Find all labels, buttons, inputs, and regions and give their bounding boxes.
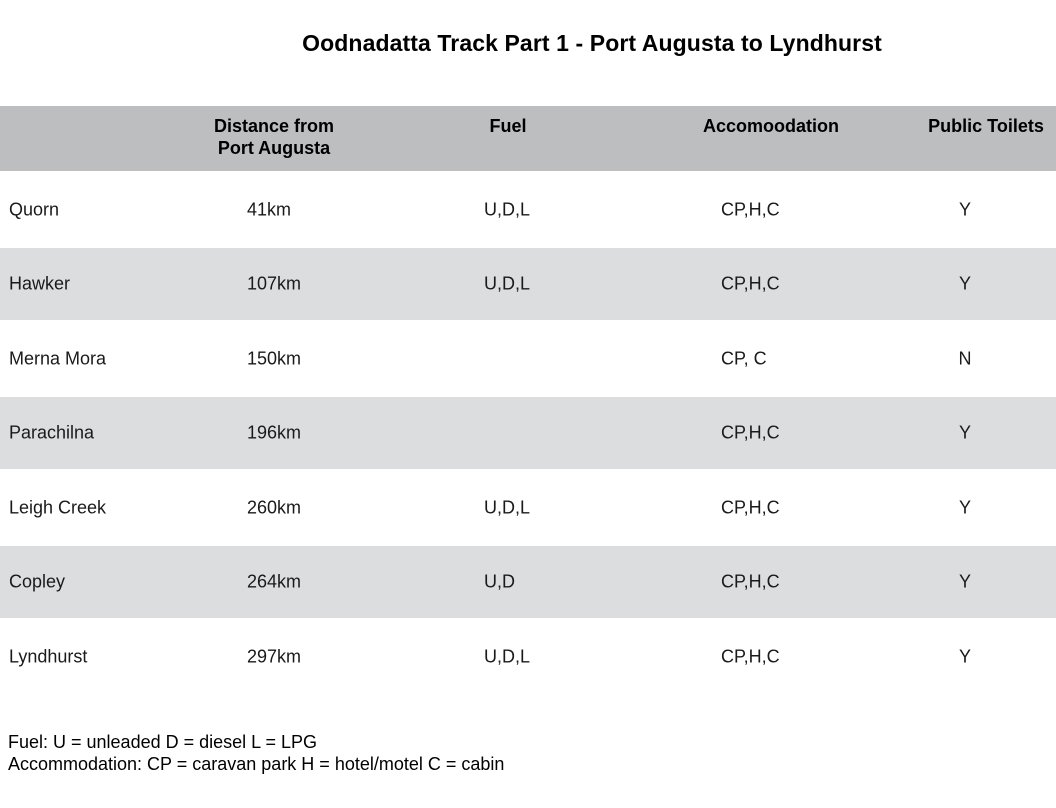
header-distance — [194, 115, 354, 159]
distance-cell: 196km — [247, 422, 302, 443]
fuel-cell: U,D — [484, 571, 515, 592]
toilets-cell: Y — [958, 497, 971, 517]
fuel-cell: U,D,L — [484, 273, 531, 294]
fuel-cell: U,D,L — [484, 199, 531, 219]
distance-cell: 150km — [247, 348, 302, 368]
accommodation-cell: CP, C — [721, 348, 767, 368]
table-row — [0, 469, 1056, 546]
town-cell: Parachilna — [9, 422, 95, 443]
legend-fuel: Fuel: U = unleaded D = diesel L = LPG — [8, 732, 318, 752]
table-row — [0, 546, 1056, 618]
toilets-cell: Y — [958, 422, 971, 443]
table-row — [0, 320, 1056, 397]
header-distance-line1: Distance from — [213, 116, 335, 136]
header-accommodation: Accomoodation — [702, 116, 839, 136]
table-header — [0, 106, 1056, 171]
town-cell: Copley — [9, 571, 66, 592]
town-cell: Merna Mora — [9, 348, 107, 368]
town-services-table — [0, 106, 1056, 695]
distance-cell: 264km — [247, 571, 302, 592]
town-cell: Lyndhurst — [9, 646, 88, 666]
town-cell: Leigh Creek — [9, 497, 107, 517]
toilets-cell: N — [958, 348, 972, 368]
legend — [8, 731, 504, 775]
table-row — [0, 397, 1056, 469]
accommodation-cell: CP,H,C — [721, 497, 780, 517]
header-distance-line2: Port Augusta — [217, 138, 331, 158]
toilets-cell: Y — [958, 199, 971, 219]
toilets-cell: Y — [958, 571, 971, 592]
toilets-cell: Y — [958, 273, 971, 294]
table-row — [0, 248, 1056, 320]
table-row — [0, 618, 1056, 695]
header-fuel: Fuel — [489, 116, 527, 136]
distance-cell: 297km — [247, 646, 302, 666]
fuel-cell: U,D,L — [484, 646, 531, 666]
accommodation-cell: CP,H,C — [721, 646, 780, 666]
town-cell: Quorn — [9, 199, 60, 219]
page-title: Oodnadatta Track Part 1 - Port Augusta to Lyndhurst — [302, 30, 882, 56]
distance-cell: 107km — [247, 273, 302, 294]
accommodation-cell: CP,H,C — [721, 273, 780, 294]
accommodation-cell: CP,H,C — [721, 571, 780, 592]
toilets-cell: Y — [958, 646, 971, 666]
legend-accommodation: Accommodation: CP = caravan park H = hotel/motel C = cabin — [8, 754, 505, 774]
distance-cell: 41km — [247, 199, 292, 219]
accommodation-cell: CP,H,C — [721, 199, 780, 219]
distance-cell: 260km — [247, 497, 302, 517]
accommodation-cell: CP,H,C — [721, 422, 780, 443]
header-public-toilets: Public Toilets — [928, 116, 1044, 136]
fuel-cell: U,D,L — [484, 497, 531, 517]
table-row — [0, 171, 1056, 248]
town-cell: Hawker — [9, 273, 71, 294]
